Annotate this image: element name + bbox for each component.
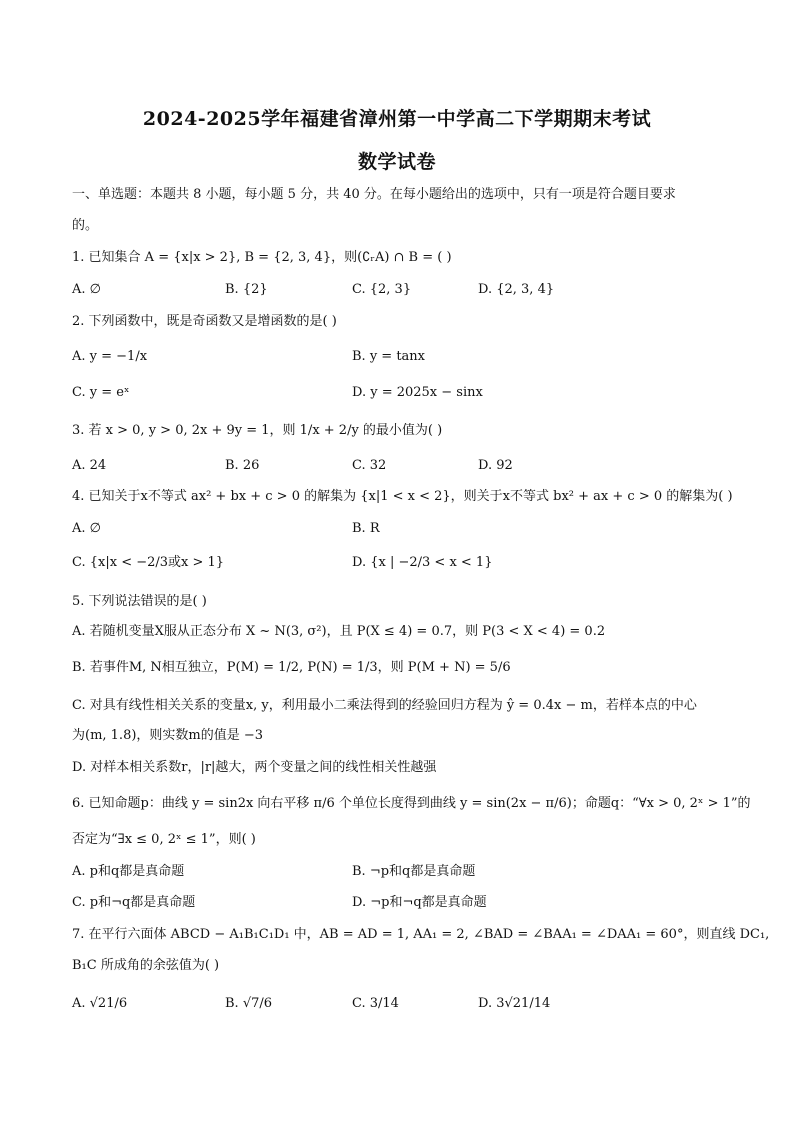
question-2-stem: 2. 下列函数中，既是奇函数又是增函数的是( ) <box>72 314 337 329</box>
question-6-option-c: C. p和¬q都是真命题 <box>72 895 196 910</box>
section-heading: 一、单选题：本题共 8 小题，每小题 5 分，共 40 分。在每小题给出的选项中，只有一项是符合题目要求 <box>72 187 676 202</box>
question-5-option-a: A. 若随机变量X服从正态分布 X ~ N(3, σ²)，且 P(X ≤ 4) = 0.7，则 P(3 < X < 4) = 0.2 <box>72 624 606 639</box>
question-3-option-c: C. 32 <box>352 458 387 473</box>
question-7-stem-cont: B₁C 所成角的余弦值为( ) <box>72 958 220 973</box>
question-2-option-b: B. y = tanx <box>352 349 425 364</box>
question-3-option-a: A. 24 <box>72 458 107 473</box>
question-3-stem: 3. 若 x > 0, y > 0, 2x + 9y = 1，则 1/x + 2/y 的最小值为( ) <box>72 423 443 438</box>
question-6-stem-cont: 否定为“∃x ≤ 0, 2ˣ ≤ 1”，则( ) <box>72 832 256 847</box>
question-5-option-d: D. 对样本相关系数r，|r|越大，两个变量之间的线性相关性越强 <box>72 760 437 775</box>
question-3-option-b: B. 26 <box>225 458 260 473</box>
exam-title: 2024-2025学年福建省漳州第一中学高二下学期期末考试 <box>142 108 652 130</box>
question-1-option-c: C. {2, 3} <box>352 282 412 297</box>
question-4-option-a: A. ∅ <box>72 521 101 536</box>
question-4-option-d: D. {x | −2/3 < x < 1} <box>352 555 493 570</box>
question-6-option-b: B. ¬p和q都是真命题 <box>352 864 476 879</box>
question-1-option-d: D. {2, 3, 4} <box>478 282 555 297</box>
question-5-option-b: B. 若事件M, N相互独立，P(M) = 1/2, P(N) = 1/3，则 P(M + N) = 5/6 <box>72 660 511 675</box>
question-6-option-a: A. p和q都是真命题 <box>72 864 185 879</box>
question-6-option-d: D. ¬p和¬q都是真命题 <box>352 895 487 910</box>
question-1-stem: 1. 已知集合 A = {x|x > 2}, B = {2, 3, 4}，则(∁ᵣA) ∩ B = ( ) <box>72 250 452 265</box>
question-5-stem: 5. 下列说法错误的是( ) <box>72 594 207 609</box>
question-7-option-d: D. 3√21/14 <box>478 996 551 1011</box>
section-heading-cont: 的。 <box>72 218 99 233</box>
question-1-option-b: B. {2} <box>225 282 268 297</box>
question-2-option-d: D. y = 2025x − sinx <box>352 385 483 400</box>
question-3-option-d: D. 92 <box>478 458 513 473</box>
question-4-stem: 4. 已知关于x不等式 ax² + bx + c > 0 的解集为 {x|1 < x < 2}，则关于x不等式 bx² + ax + c > 0 的解集为( ) <box>72 489 733 504</box>
question-1-option-a: A. ∅ <box>72 282 101 297</box>
question-4-option-b: B. R <box>352 521 380 536</box>
question-4-option-c: C. {x|x < −2/3或x > 1} <box>72 555 225 570</box>
question-7-option-b: B. √7/6 <box>225 996 273 1011</box>
question-5-option-c-cont: 为(m, 1.8)，则实数m的值是 −3 <box>72 728 264 743</box>
question-2-option-a: A. y = −1/x <box>72 349 148 364</box>
question-2-option-c: C. y = eˣ <box>72 385 130 400</box>
question-7-option-a: A. √21/6 <box>72 996 128 1011</box>
question-7-stem: 7. 在平行六面体 ABCD − A₁B₁C₁D₁ 中，AB = AD = 1, AA₁ = 2, ∠BAD = ∠BAA₁ = ∠DAA₁ = 60°，则直线 DC₁, <box>72 927 770 942</box>
exam-subtitle: 数学试卷 <box>357 151 436 173</box>
question-5-option-c: C. 对具有线性相关关系的变量x, y，利用最小二乘法得到的经验回归方程为 ŷ = 0.4x − m，若样本点的中心 <box>72 698 697 713</box>
question-7-option-c: C. 3/14 <box>352 996 399 1011</box>
question-6-stem: 6. 已知命题p：曲线 y = sin2x 向右平移 π/6 个单位长度得到曲线 y = sin(2x − π/6)；命题q：“∀x > 0, 2ˣ > 1”的 <box>72 796 751 811</box>
